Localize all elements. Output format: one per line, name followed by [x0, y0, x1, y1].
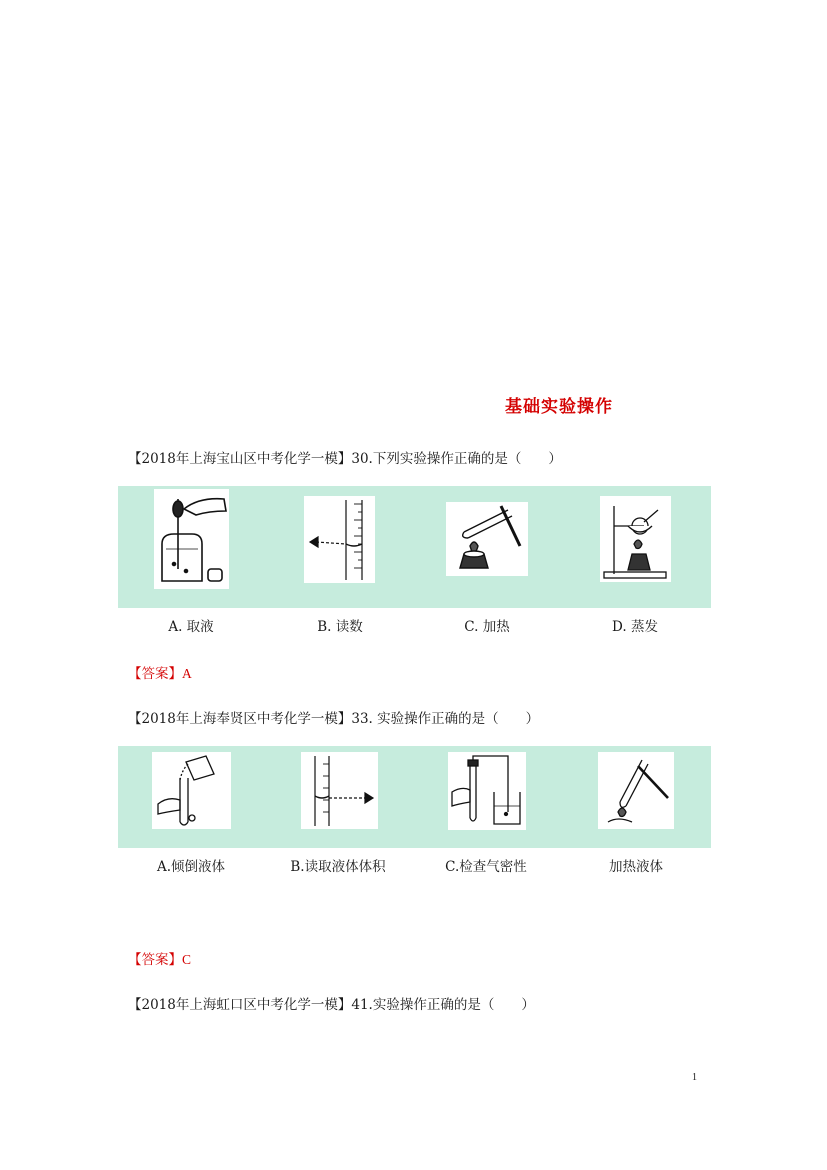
answer-prefix: 【答案】 [128, 666, 182, 682]
evaporation-figure [600, 496, 671, 582]
question-2-answer [128, 948, 191, 968]
question-3-header: 【2018年上海虹口区中考化学一模】41.实验操作正确的是（ ） [128, 997, 535, 1013]
pouring-liquid-figure [152, 752, 231, 829]
q2-option-b-label: B.读取液体体积 [290, 859, 386, 875]
heating-liquid-figure [598, 752, 674, 829]
reading-volume-figure [301, 752, 378, 829]
page-number: 1 [692, 1072, 697, 1083]
q2-option-d-label: 加热液体 [609, 859, 663, 875]
cylinder-reading-figure [304, 496, 375, 583]
question-1-answer [128, 662, 192, 682]
question-1-header: 【2018年上海宝山区中考化学一模】30.下列实验操作正确的是（ ） [128, 451, 562, 467]
airtightness-check-figure [448, 752, 526, 830]
answer-prefix: 【答案】 [128, 952, 182, 968]
heating-test-tube-figure [446, 502, 528, 576]
q2-option-a-label: A.倾倒液体 [156, 859, 226, 875]
question-2-header: 【2018年上海奉贤区中考化学一模】33. 实验操作正确的是（ ） [128, 711, 540, 727]
answer-value: C [182, 952, 192, 967]
q1-option-b-label: B. 读数 [317, 619, 363, 635]
answer-value: A [182, 666, 192, 681]
q1-option-c-label: C. 加热 [464, 619, 510, 635]
q1-option-a-label: A. 取液 [168, 619, 214, 635]
q2-option-c-label: C.检查气密性 [445, 859, 527, 875]
page-title: 基础实验操作 [505, 397, 613, 417]
dropper-bottle-figure [154, 489, 229, 589]
q1-option-d-label: D. 蒸发 [612, 619, 658, 635]
